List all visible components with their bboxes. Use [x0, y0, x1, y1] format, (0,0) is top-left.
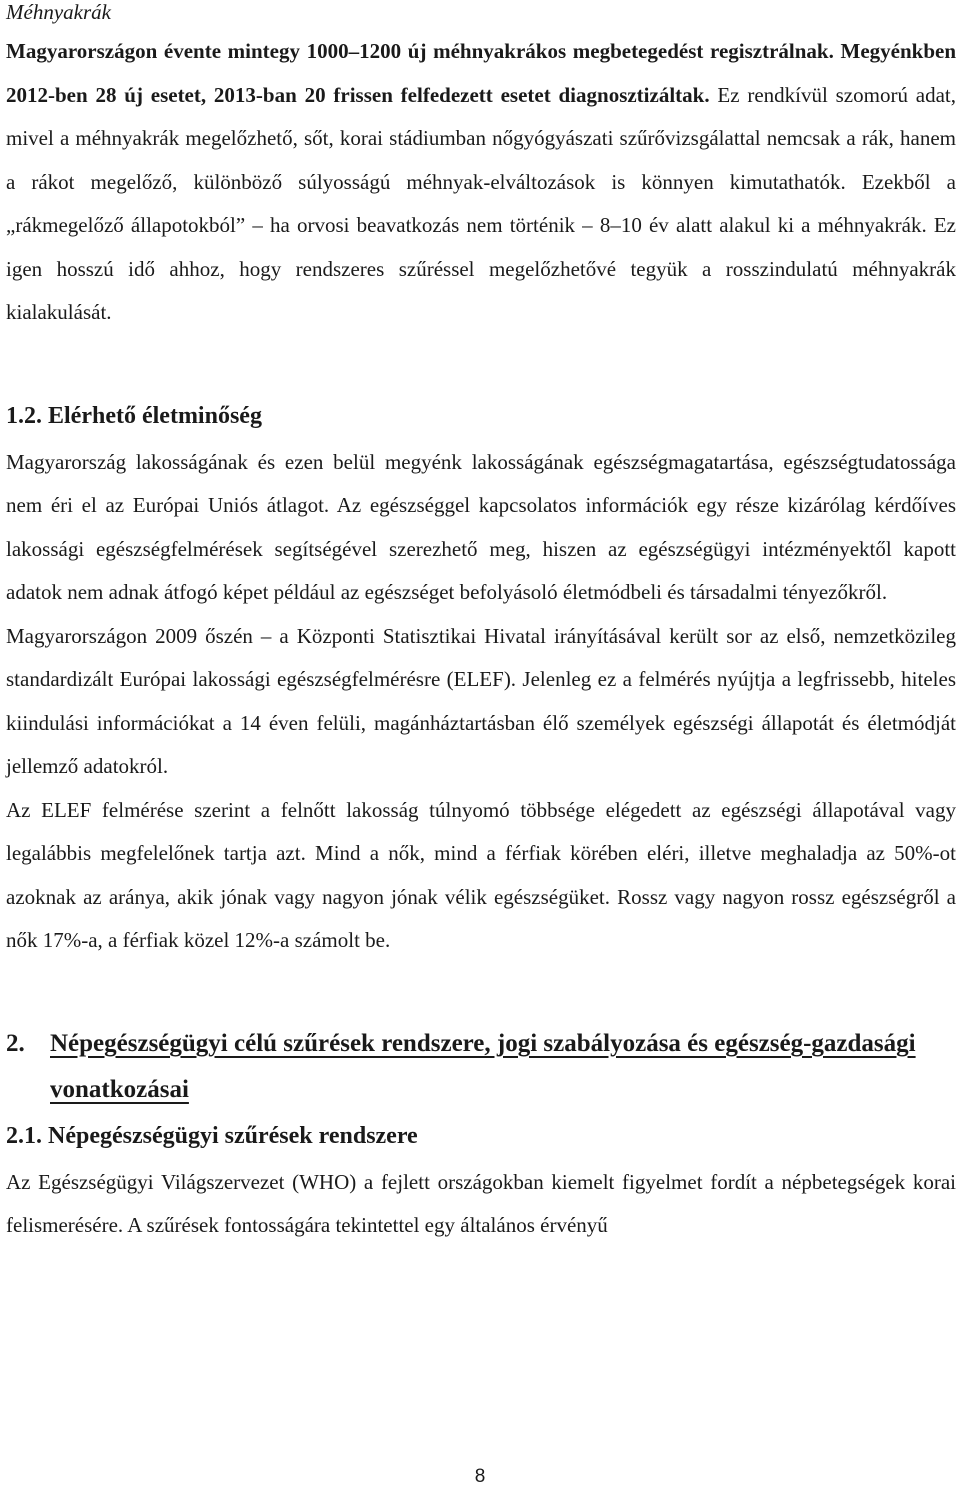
heading-2-1: 2.1. Népegészségügyi szűrések rendszere: [6, 1122, 418, 1149]
document-page: [6, 0, 956, 1248]
paragraph-body: Ez rendkívül szomorú adat, mivel a méhnyakrák megelőzhető, sőt, korai stádiumban nőgyógyászati szűrővizsgálattal nemcsak a rák, hanem a rákot megelőző, különböző súlyosságú méhnyak-elváltozások is könnyen kimutathatók. Ezekből a „rákmegelőző állapotokból” – ha orvosi beavatkozás nem történik – 8–10 év alatt alakul ki a méhnyakrák. Ez igen hosszú idő ahhoz, hogy rendszeres szűréssel megelőzhetővé tegyük a rosszindulatú méhnyakrák kialakulását.: [6, 82, 956, 324]
paragraph-lead-bold: Magyarországon évente mintegy 1000–1200 új méhnyakrákos megbetegedést regisztrálnak. Megyénkben 2012-ben 28 új esetet, 2013-ban 20 frissen felfedezett esetet diagnosztizáltak.: [6, 39, 956, 107]
heading-2-title: Népegészségügyi célú szűrések rendszere, jogi szabályozása és egészség-gazdasági vonatkozásai: [50, 1029, 916, 1103]
heading-2-number: 2.: [6, 1029, 25, 1057]
paragraph-1-2-b: Magyarországon 2009 őszén – a Központi Statisztikai Hivatal irányításával került sor az első, nemzetközileg standardizált Európai lakossági egészségfelmérésre (ELEF). Jelenleg ez a felmérés nyújtja a legfrissebb, hiteles kiindulási információkat a 14 éven felüli, magánháztartásban élő személyek egészségi állapotát és életmódját jellemző adatokról.: [6, 623, 956, 778]
page-number: 8: [474, 1466, 486, 1487]
paragraph-1-2-c: Az ELEF felmérése szerint a felnőtt lakosság túlnyomó többsége elégedett az egészségi állapotával vagy legalábbis megfelelőnek tartja azt. Mind a nők, mind a férfiak körében eléri, illetve meghaladja az 50%-ot azoknak az aránya, akik jónak vagy nagyon jónak vélik egészségüket. Rossz vagy nagyon rossz egészségről a nők 17%-a, a férfiak közel 12%-a számolt be.: [6, 797, 956, 952]
paragraph-mehnyakrak: [6, 30, 956, 335]
heading-1-2: 1.2. Elérhető életminőség: [6, 402, 262, 429]
paragraph-1-2-a: Magyarország lakosságának és ezen belül megyénk lakosságának egészségmagatartása, egészségtudatossága nem éri el az Európai Uniós átlagot. Az egészséggel kapcsolatos információk egy része kizárólag kérdőíves lakossági egészségfelmérések segítségével szerezhető meg, hiszen az egészségügyi intézményektől kapott adatok nem adnak átfogó képet például az egészséget befolyásoló életmódbeli és társadalmi tényezőkről.: [6, 449, 956, 604]
paragraph-2-1-a: Az Egészségügyi Világszervezet (WHO) a fejlett országokban kiemelt figyelmet fordít a népbetegségek korai felismerésére. A szűrések fontosságára tekintettel egy általános érvényű: [6, 1169, 956, 1237]
heading-2: [6, 1021, 956, 1113]
section-title-mehnyakrak: Méhnyakrák: [6, 0, 111, 24]
